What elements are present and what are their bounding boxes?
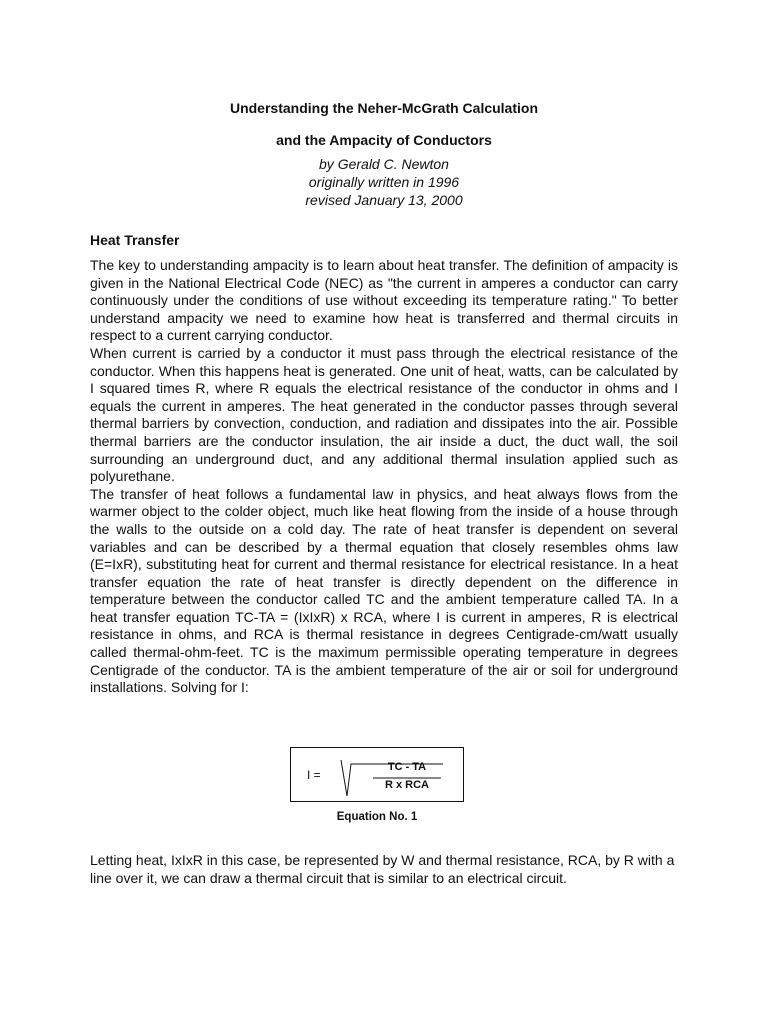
byline: [90, 155, 678, 209]
title-line-1: Understanding the Neher-McGrath Calculation: [229, 100, 539, 116]
equation-box: [290, 747, 464, 802]
closing-text: [90, 852, 678, 887]
equation-caption: Equation No. 1: [336, 811, 418, 823]
equation-lhs: I =: [307, 768, 321, 782]
paragraph: The key to understanding ampacity is to learn about heat transfer. The definition of ampacity is given in the National Electrical Code (NEC) as "the current in amperes a conductor can carry continuously under the conditions of use without exceeding its temperature rating." To better understand ampacity we need to examine how heat is transferred and thermal circuits in respect to a current carrying conductor.: [90, 257, 678, 344]
paragraph: When current is carried by a conductor it must pass through the electrical resistance of the conductor. When this happens heat is generated. One unit of heat, watts, can be calculated by I squared times R, where R equals the electrical resistance of the conductor in ohms and I equals the current in amperes. The heat generated in the conductor passes through several thermal barriers by convection, conduction, and radiation and dissipates into the air. Possible thermal barriers are the conductor insulation, the air inside a duct, the duct wall, the soil surrounding an underground duct, and any additional thermal insulation applied such as polyurethane.: [90, 344, 678, 485]
revised-line: revised January 13, 2000: [305, 192, 463, 208]
paragraph: The transfer of heat follows a fundamental law in physics, and heat always flows from the warmer object to the colder object, much like heat flowing from the inside of a house through the walls to the outside on a cold day. The rate of heat transfer is dependent on several variables and can be described by a thermal equation that closely resembles ohms law (E=IxR), substituting heat for current and thermal resistance for electrical resistance. In a heat transfer equation the rate of heat transfer is directly dependent on the difference in temperature between the conductor called TC and the ambient temperature called TA. In a heat transfer equation TC-TA = (IxIxR) x RCA, where I is current in amperes, R is electrical resistance in ohms, and RCA is thermal resistance in degrees Centigrade-cm/watt usually called thermal-ohm-feet. TC is the maximum permissible operating temperature in degrees Centigrade of the conductor. TA is the ambient temperature of the air or soil for underground installations. Solving for I:: [90, 485, 678, 696]
equation-numerator: TC - TA: [387, 761, 427, 773]
author-line: by Gerald C. Newton: [319, 156, 449, 172]
section-heading: Heat Transfer: [90, 232, 180, 248]
title-line-2: and the Ampacity of Conductors: [276, 132, 492, 148]
equation-denominator: R x RCA: [384, 779, 429, 791]
body-text: [90, 257, 678, 697]
written-line: originally written in 1996: [308, 174, 460, 190]
paragraph: Letting heat, IxIxR in this case, be represented by W and thermal resistance, RCA, by R with a line over it, we can draw a thermal circuit that is similar to an electrical circuit.: [90, 852, 675, 886]
